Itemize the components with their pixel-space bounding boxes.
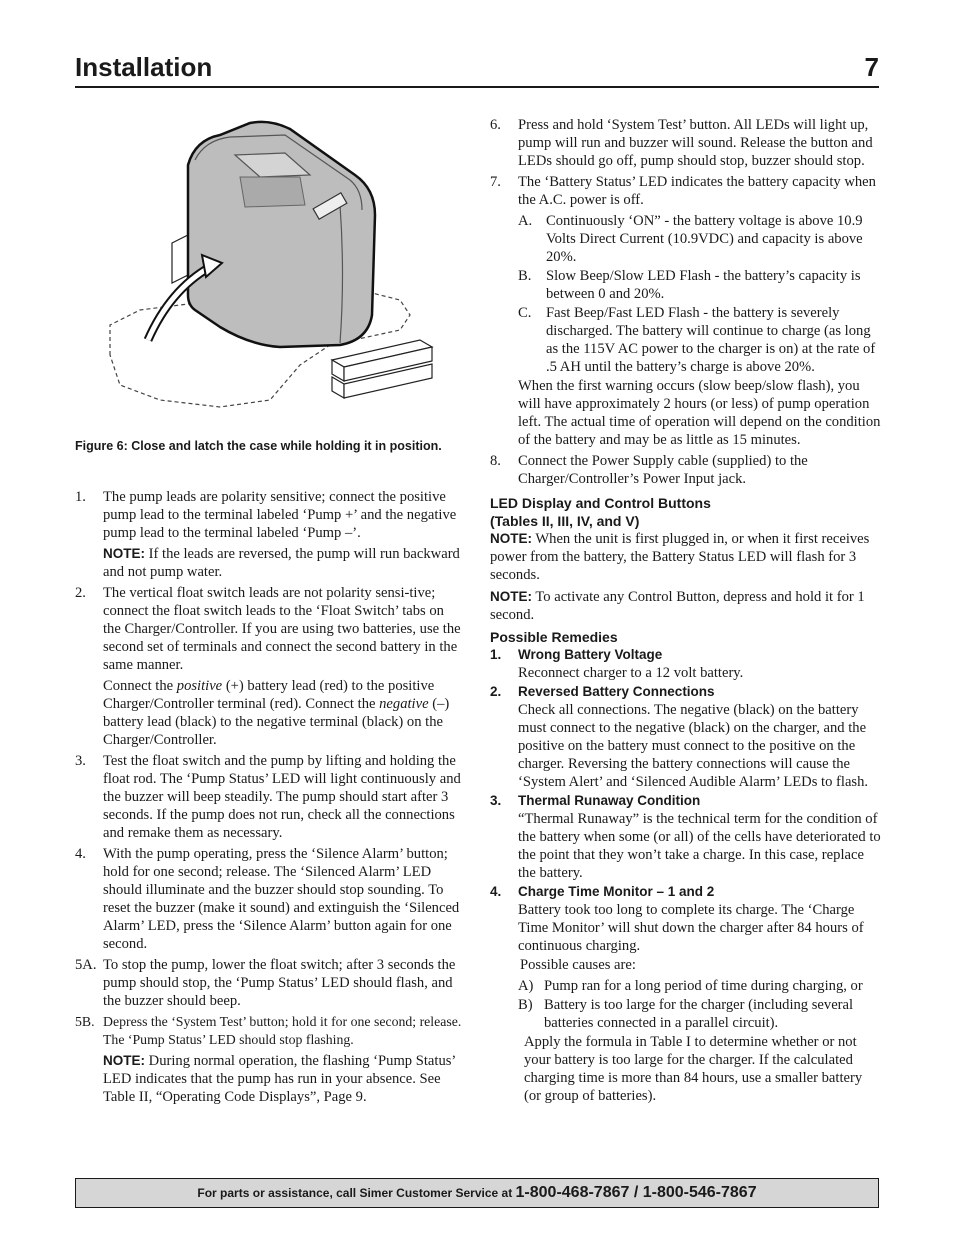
page-header — [75, 50, 879, 88]
section-title: LED Display and Control Buttons (Tables II, III, IV, and V) — [490, 495, 711, 529]
note: NOTE: When the unit is first plugged in, or when it first receives power from the battery, the Battery Status LED will flash for 3 seconds. — [490, 531, 870, 583]
paragraph: When the first warning occurs (slow beep/slow flash), you will have approximately 2 hours (or less) of pump operation left. The actual time of operation will depend on the condition of the battery and may be as little as 15 minutes. — [518, 378, 881, 448]
list-item: 1. The pump leads are polarity sensitive; connect the positive pump lead to the terminal labeled ‘Pump +’ and the negative pump lead to the terminal labeled ‘Pump –’. — [75, 489, 457, 541]
remedy-item: 3. Thermal Runaway Condition “Thermal Runaway” is the technical term for the condition of the battery when some (or all) of the cells have deteriorated to the point that they won’t take a charge. In this case, replace the battery. — [490, 793, 881, 881]
sub-item: B. Slow Beep/Slow LED Flash - the battery’s capacity is between 0 and 20%. — [518, 268, 861, 302]
remedies-title: Possible Remedies — [490, 629, 618, 645]
figure-6 — [100, 115, 440, 420]
list-item: 6. Press and hold ‘System Test’ button. All LEDs will light up, pump will run and buzzer will sound. Release the button and LEDs should go off, pump should stop, buzzer should stop. — [490, 117, 873, 169]
footer-bar — [75, 1178, 879, 1208]
list-item: 7. The ‘Battery Status’ LED indicates the battery capacity when the A.C. power is off. — [490, 174, 876, 208]
left-column — [75, 488, 465, 1109]
cause-item: B) Battery is too large for the charger (including several batteries connected in a parallel circuit). — [518, 997, 854, 1031]
list-item: 4. With the pump operating, press the ‘Silence Alarm’ button; hold for one second; release. The ‘Silenced Alarm’ LED should illuminate and the buzzer should stop sounding. To reset the buzzer (make it sound) and extinguish the ‘Silenced Alarm’ LED, press the ‘Silence Alarm’ button again for one second. — [75, 846, 460, 952]
page-title: Installation — [75, 52, 213, 82]
list-item: 3. Test the float switch and the pump by lifting and holding the float rod. The ‘Pump Status’ LED will light continuously and the buzzer will beep steadily. The pump should start after 3 seconds. If the pump does not run, check all the connections and remake them as necessary. — [75, 753, 461, 841]
paragraph: Possible causes are: — [520, 957, 636, 973]
list-item: 5B. Depress the ‘System Test’ button; hold it for one second; release. The ‘Pump Status’ LED should stop flashing. — [75, 1014, 462, 1047]
note: NOTE: To activate any Control Button, depress and hold it for 1 second. — [490, 589, 865, 623]
figure-caption: Figure 6: Close and latch the case while holding it in position. — [75, 439, 442, 453]
sub-item: C. Fast Beep/Fast LED Flash - the battery is severely discharged. The battery will continue to charge (as long as the 115V AC power to the charger is on) at the rate of .5 AH until the battery’s charge is above 20%. — [518, 305, 876, 375]
cause-item: A) Pump ran for a long period of time during charging, or — [518, 978, 863, 994]
footer-phone: 1-800-468-7867 / 1-800-546-7867 — [515, 1184, 757, 1201]
note: NOTE: During normal operation, the flashing ‘Pump Status’ LED indicates that the pump has run in your absence. See Table II, “Operating Code Displays”, Page 9. — [103, 1053, 456, 1105]
note: NOTE: If the leads are reversed, the pump will run backward and not pump water. — [103, 546, 460, 580]
list-item: 8. Connect the Power Supply cable (supplied) to the Charger/Controller’s Power Input jack. — [490, 453, 808, 487]
remedy-item: 2. Reversed Battery Connections Check all connections. The negative (black) on the battery must connect to the negative (black) on the charger, and the positive on the battery must connect to the positive on the charger. Reversing the battery connections will cause the ‘System Alert’ and ‘Silenced Audible Alarm’ LEDs to flash. — [490, 684, 869, 790]
sub-item: A. Continuously ‘ON” - the battery voltage is above 10.9 Volts Direct Current (10.9VDC) and capacity is above 20%. — [518, 213, 863, 265]
remedy-item: 1. Wrong Battery Voltage Reconnect charger to a 12 volt battery. — [490, 647, 744, 681]
remedy-item: 4. Charge Time Monitor – 1 and 2 Battery took too long to complete its charge. The ‘Charge Time Monitor’ will shut down the charger after 84 hours of continuous charging. — [490, 884, 864, 954]
battery-case — [188, 122, 375, 347]
footer-label: For parts or assistance, call Simer Customer Service at — [197, 1186, 516, 1200]
list-item: 2. The vertical float switch leads are not polarity sensi-tive; connect the float switch leads to the ‘Float Switch’ tabs on the Charger/Controller. If you are using two batteries, use the second set of terminals and connect the second battery in the same manner. — [75, 585, 461, 673]
page-number: 7 — [864, 52, 879, 82]
paragraph: Connect the positive (+) battery lead (red) to the positive Charger/Controller terminal (red). Connect the negative (–) battery lead (black) to the negative terminal (black) on the Charger/Controller. — [103, 678, 450, 748]
right-column — [490, 116, 882, 1108]
list-item: 5A. To stop the pump, lower the float switch; after 3 seconds the pump should stop, the ‘Pump Status’ LED should flash, and the buzzer should beep. — [75, 957, 456, 1009]
paragraph: Apply the formula in Table I to determine whether or not your battery is too large for the charger. If the calculated charging time is more than 84 hours, use a smaller battery (or group of batteries). — [524, 1034, 863, 1104]
case-illustration — [100, 115, 440, 420]
